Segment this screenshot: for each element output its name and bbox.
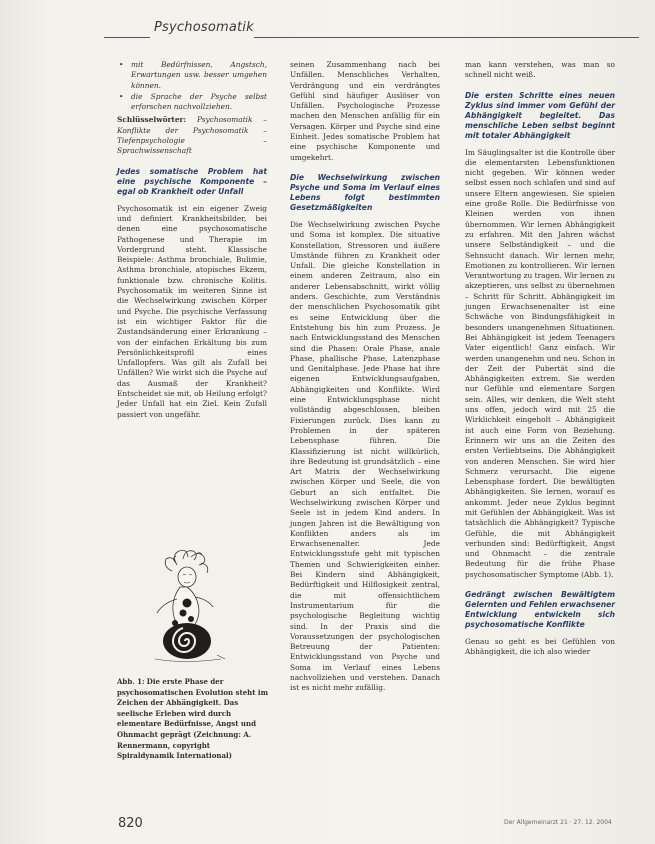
subheading: Gedrängt zwischen Bewältigtem Gelernten und Fehlen erwachsener Entwicklung entwickeln sich psychosomatische Konflikte [465, 590, 615, 630]
journal-footer: Der Allgemeinarzt 21 · 27. 12. 2004 [504, 819, 612, 826]
body-paragraph: Die Wechselwirkung zwischen Psyche und Soma ist komplex. Die situative Konstellation, Stressoren und äußere Umstände führen zu Krankheit oder Unfall. Die gleiche Konstellation in einem anderen Zeitraum, also ein anderer Lebensabschnitt, wirkt völlig anders. Geschichte, zum Verständnis der menschlichen Psychosomatik gibt es seine Entwicklung über die Entstehung bis hin zum Prozess. Je nach Entwicklungsstand des Menschen sind die Phasen: Orale Phase, anale Phase, phallische Phase, Latenzphase und Genitalphase. Jede Phase hat ihre eigenen Entwicklungsaufgaben, Abhängigkeiten und Konflikte. Wird eine Entwicklungsphase nicht vollständig abgeschlossen, bleiben Fixierungen zurück. Dies kann zu Problemen in der späteren Lebensphase führen. Die Klassifizierung ist nicht willkürlich, ihre Bedeutung ist grundsätzlich – eine Art Matrix der Wechselwirkung zwischen Körper und Seele, die von Geburt an sich entfaltet. Die Wechselwirkung zwischen Körper und Seele ist in jedem Kind anders. In jungen Jahren ist die Bewältigung von Konflikten anders als im Erwachsenenalter. Jede Entwicklungsstufe geht mit typischen Themen und Schwierigkeiten einher. Bei Kindern sind Abhängigkeit, Bedürftigkeit und Hilflosigkeit zentral, die mit offensichtlichem Instrumentarium für die psychologische Begleitung wichtig sind. In der Praxis sind die Voraussetzungen der psychologischen Betreuung der Patienten: Entwicklungsstand von Psyche und Soma im Verlauf eines Lebens nachvollziehen und verstehen. Danach ist es nicht mehr zufällig. [290, 219, 440, 693]
keywords-text: Psychosomatik – Konflikte der Psychosomatik – Tiefenpsychologie – Sprachwissenschaft [117, 115, 267, 156]
subheading: Die Wechselwirkung zwischen Psyche und Soma im Verlauf eines Lebens folgt bestimmten Gesetzmäßigkeiten [290, 172, 440, 212]
subheading: Die ersten Schritte eines neuen Zyklus sind immer vom Gefühl der Abhängigkeit begleitet. Das menschliche Leben selbst beginnt mit totaler Abhängigkeit [465, 90, 615, 140]
subheading: Jedes somatische Problem hat eine psychische Komponente – egal ob Krankheit oder Unfall [117, 166, 267, 196]
figure-illustration [117, 547, 267, 669]
bullet-item: • mit Bedürfnissen, Angstsch, Erwartungen usw. besser umgehen können. [117, 60, 267, 91]
figure-caption [117, 677, 269, 762]
column-2 [290, 60, 440, 697]
keywords [117, 115, 267, 156]
caption-text: Die erste Phase der psychosomatischen Evolution steht im Zeichen der Abhängigkeit. Das seelische Erleben wird durch elementare Bedürfnisse, Angst und Ohnmacht geprägt (Zeichnung: A. Rennermann, copyright Spiraldynamik International) [117, 677, 269, 761]
column-3 [465, 60, 615, 661]
body-paragraph: Psychosomatik ist ein eigener Zweig und definiert Krankheitsbilder, bei denen eine psychosomatische Pathogenese und Therapie im Vordergrund steht. Klassische Beispiele: Asthma bronchiale, Bulimie, Asthma bronchiale, atopisches Ekzem, funktionale bzw. chronische Kolitis. Psychosomatik im weiteren Sinne ist die Wechselwirkung zwischen Körper und Psyche. Die psychische Verfassung ist ein wichtiger Faktor für die Zustandsänderung einer Erkrankung – von der einfachen Erkältung bis zum Persönlichkeitsprofil eines Unfallopfers. Was gilt als Zufall bei Unfällen? Wie wirkt sich die Psyche auf das Ausmaß der Krankheit? Entscheidet sie mit, ob Heilung erfolgt? Jeder Unfall hat ein Ziel. Kein Zufall passiert von ungefähr. [117, 203, 267, 419]
body-paragraph: Genau so geht es bei Gefühlen von Abhängigkeit, die ich also wieder [465, 637, 615, 657]
caption-label: Abb. 1: [117, 677, 145, 686]
figure-drawing [117, 547, 267, 669]
body-paragraph: Im Säuglingsalter ist die Kontrolle über die elementarsten Lebensfunktionen nicht gegeben. Wir können weder selbst essen noch schlafen und sind auf unsere Eltern angewiesen. Sie spielen eine große Rolle. Die Bedürfnisse von Kleinen werden von ihnen übernommen. Wir lernen Abhängigkeit zu erfahren. Mit den Jahren wächst unsere Selbständigkeit – und die Sehnsucht danach. Wir lernen mehr, Emotionen zu kontrollieren. Wir lernen Verantwortung zu tragen. Wir lernen zu akzeptieren, uns selbst zu übernehmen – Schritt für Schritt. Abhängigkeit im jungen Erwachsenenalter ist eine Schwäche von Bindungsfähigkeit in besonders unangenehmen Situationen. Bei Abhängigkeit ist jedem Teenagers Vater eigentlich! Ganz einfach. Wir werden unangenehm und neu. Schon in der Zeit der Pubertät sind die Abhängigkeiten extrem. Sie werden nur Gefühle und elementare Sorgen sein. Alles, wir denken, die Welt steht uns offen, jedoch wird mit 25 die Wirklichkeit eingeholt – Abhängigkeit ist auch eine Form von Beziehung. Erinnern wir uns an die Zeiten des ersten Verliebtseins. Die Abhängigkeit von anderen Menschen. Sie wird hier Schmerz verursacht. Die eigene Lebensphase fordert. Die bewältigten Abhängigkeiten. Sie lernen, worauf es ankommt. Jeder neue Zyklus beginnt mit Gefühlen der Abhängigkeit. Was ist tatsächlich die Abhängigkeit? Typische Gefühle, die mit Abhängigkeit verbunden sind: Bedürftigkeit, Angst und Ohnmacht – die zentrale Bedeutung für die frühe Phase psychosomatischer Symptome (Abb. 1). [465, 147, 615, 579]
page-number: 820 [118, 816, 143, 831]
bullet-item: • die Sprache der Psyche selbst erforschen nachvollziehen. [117, 92, 267, 113]
body-paragraph: man kann verstehen, was man so schnell nicht weiß. [465, 60, 615, 80]
body-paragraph: seinen Zusammenhang nach bei Unfällen. Menschliches Verhalten, Verdrängung und ein verdrängtes Gefühl sind häufiger Auslöser von Unfällen. Psychologische Prozesse machen den Menschen anfällig für ein Versagen. Körper und Psyche sind eine Einheit. Jedes somatische Problem hat eine psychische Komponente und umgekehrt. [290, 60, 440, 162]
keywords-label: Schlüsselwörter: [117, 115, 187, 125]
header-rule-right [254, 37, 639, 38]
section-title: Psychosomatik [154, 20, 254, 35]
bullet-list [117, 60, 267, 112]
column-1 [117, 60, 267, 423]
header-rule-left [104, 37, 150, 38]
